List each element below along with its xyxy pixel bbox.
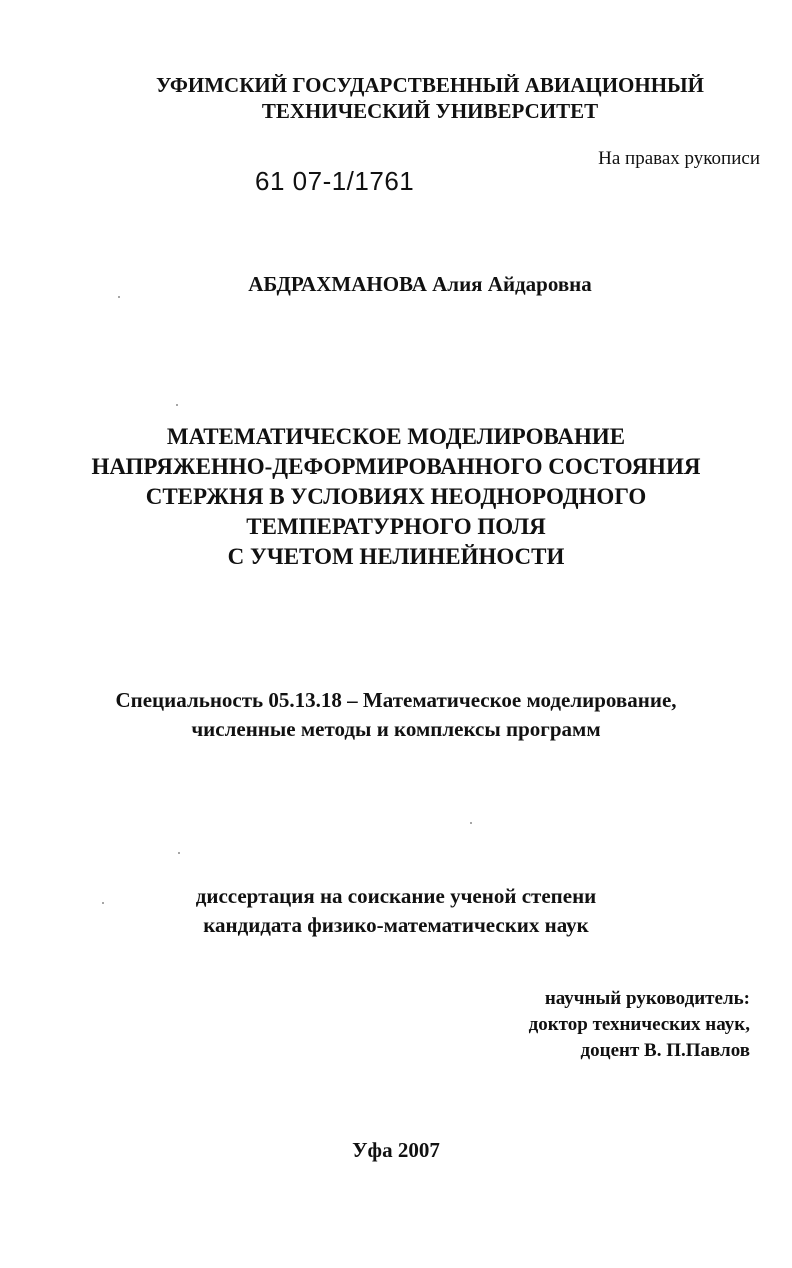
- supervisor-line-1: научный руководитель:: [544, 988, 750, 1009]
- scan-speck: [178, 852, 180, 854]
- scientific-supervisor: [400, 986, 750, 1064]
- title-line-2: НАПРЯЖЕННО-ДЕФОРМИРОВАННОГО СОСТОЯНИЯ: [91, 454, 701, 479]
- title-line-3: СТЕРЖНЯ В УСЛОВИЯХ НЕОДНОРОДНОГО: [145, 484, 647, 509]
- degree-line-1: диссертация на соискание ученой степени: [195, 884, 597, 908]
- degree-statement: [60, 882, 732, 940]
- degree-line-2: кандидата физико-математических наук: [203, 913, 589, 937]
- university-name: [120, 72, 740, 124]
- specialty-line-2: численные методы и комплексы программ: [191, 717, 601, 741]
- specialty-line-1: Специальность 05.13.18 – Математическое моделирование,: [115, 688, 677, 712]
- scan-speck: [470, 822, 472, 824]
- scan-speck: [102, 902, 104, 904]
- title-line-5: С УЧЕТОМ НЕЛИНЕЙНОСТИ: [227, 544, 565, 569]
- scan-speck: [176, 404, 178, 406]
- catalog-number: 61 07-1/1761: [255, 166, 415, 196]
- university-name-line-2: ТЕХНИЧЕСКИЙ УНИВЕРСИТЕТ: [261, 99, 599, 123]
- scan-speck: [118, 296, 120, 298]
- manuscript-rights-note: На правах рукописи: [598, 148, 760, 169]
- supervisor-line-3: доцент В. П.Павлов: [580, 1040, 750, 1061]
- title-line-4: ТЕМПЕРАТУРНОГО ПОЛЯ: [246, 514, 546, 539]
- dissertation-title: [60, 422, 732, 572]
- title-line-1: МАТЕМАТИЧЕСКОЕ МОДЕЛИРОВАНИЕ: [166, 424, 626, 449]
- city-year: Уфа 2007: [352, 1138, 440, 1162]
- author-name: АБДРАХМАНОВА Алия Айдаровна: [248, 272, 592, 296]
- supervisor-line-2: доктор технических наук,: [528, 1014, 750, 1035]
- specialty: [60, 686, 732, 744]
- university-name-line-1: УФИМСКИЙ ГОСУДАРСТВЕННЫЙ АВИАЦИОННЫЙ: [155, 73, 705, 97]
